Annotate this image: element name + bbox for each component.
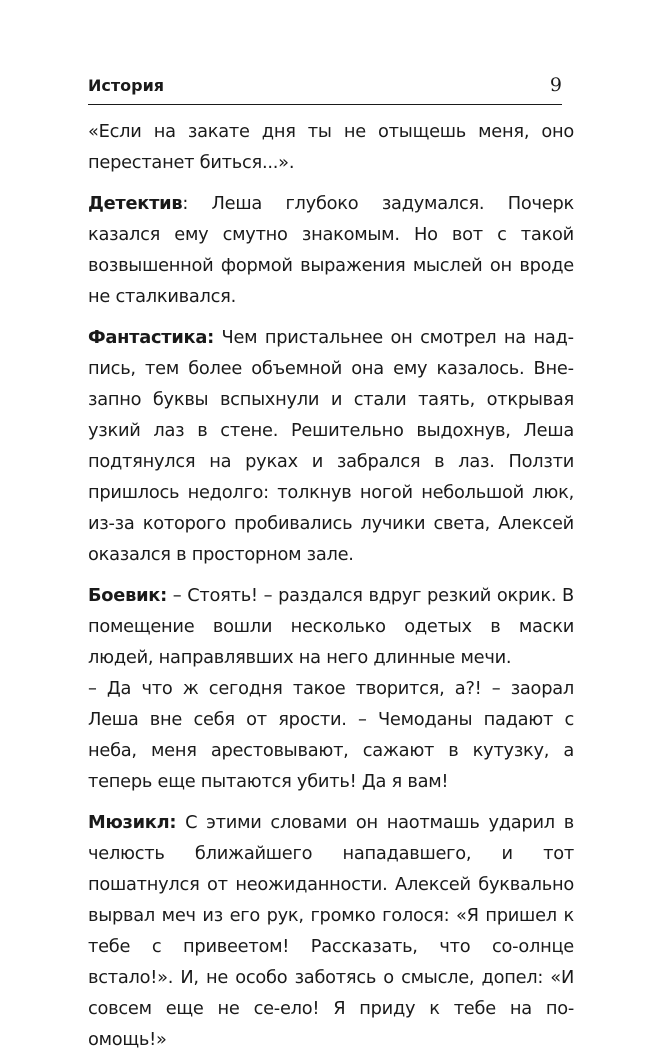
genre-label: Мюзикл: <box>88 812 177 833</box>
paragraph-intro-quote <box>88 116 574 178</box>
running-header <box>88 74 562 98</box>
paragraph-text: : Леша глубоко задумался. Почерк казался ему смутно знакомым. Но вот с такой возвышенной формой выражения мыслей он вроде не сталкивался. <box>88 193 574 307</box>
header-rule <box>88 104 562 105</box>
genre-label: Боевик: <box>88 585 167 606</box>
page-number: 9 <box>549 74 562 96</box>
paragraph-dialogue <box>88 673 574 797</box>
paragraph-detective <box>88 188 574 312</box>
paragraph-text: – Да что ж сегодня такое творится, а?! – заорал Леша вне себя от ярости. – Чемоданы падают с неба, меня арестовывают, сажают в кутузку, а теперь еще пытаются убить! Да я вам! <box>88 678 574 792</box>
genre-label: Детектив <box>88 193 183 214</box>
paragraph-action <box>88 580 574 673</box>
paragraph-musical <box>88 807 574 1055</box>
page-body <box>88 116 574 1055</box>
paragraph-fantasy <box>88 322 574 570</box>
genre-label: Фантастика: <box>88 327 214 348</box>
book-page <box>88 0 574 1050</box>
paragraph-text: Чем пристальнее он смотрел на надпись, тем более объемной она ему казалось. Внезапно буквы вспыхнули и стали таять, открывая узкий лаз в стене. Решительно выдохнув, Леша подтянулся на руках и забрался в лаз. Ползти пришлось недолго: толкнув ногой небольшой люк, из-за которого пробивались лучики света, Алексей оказался в просторном зале. <box>88 327 574 565</box>
paragraph-text: С этими словами он наотмашь ударил в челюсть ближайшего нападавшего, и тот пошатнулся от неожиданности. Алексей буквально вырвал меч из его рук, громко голося: «Я пришел к тебе с привеетом! Рассказать, что со-олнце встало!». И, не особо заботясь о смысле, допел: «И совсем еще не се-ело! Я приду к тебе на по-омощь!» <box>88 812 574 1050</box>
section-title: История <box>88 76 165 95</box>
paragraph-text: «Если на закате дня ты не отыщешь меня, оно перестанет биться...». <box>88 121 574 173</box>
paragraph-text: – Стоять! – раздался вдруг резкий окрик. В помещение вошли несколько одетых в маски людей, направлявших на него длинные мечи. <box>88 585 574 668</box>
